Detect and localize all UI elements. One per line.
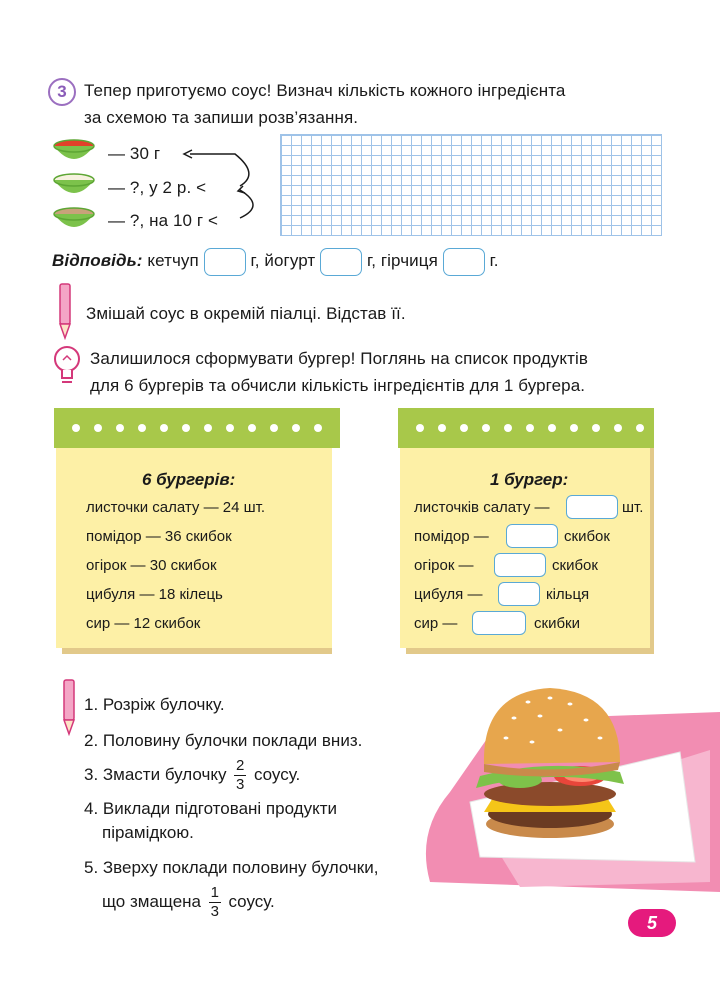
task3-text-line1: Тепер приготуємо соус! Визнач кількість кожного інгредієнта xyxy=(84,81,566,100)
note-right-item-unit: кільця xyxy=(546,586,590,603)
step-3-tail: соусу. xyxy=(253,764,301,784)
answer-onion-box[interactable] xyxy=(498,582,540,606)
notepad-6-burgers xyxy=(54,408,344,653)
step-5-text: що змащена xyxy=(102,891,202,911)
lightbulb-icon xyxy=(52,344,82,388)
scheme-mustard: — ?, на 10 г < xyxy=(108,211,219,230)
note-right-item-unit: скибки xyxy=(534,615,580,632)
note-right-item-unit: скибок xyxy=(564,528,610,545)
burger-illustration xyxy=(410,672,720,902)
fraction-numerator: 2 xyxy=(236,757,245,774)
step-2: 2. Половину булочки поклади вниз. xyxy=(84,731,363,750)
sauce-bowls-illustration xyxy=(50,136,100,236)
yogurt-bowl-icon xyxy=(54,174,94,193)
note-left-item: огірок — 30 скибок xyxy=(86,557,217,574)
pencil-icon xyxy=(54,282,76,340)
note-right-item-label: цибуля — xyxy=(414,586,483,603)
fraction-one-third xyxy=(209,885,221,920)
answer-cheese-box[interactable] xyxy=(472,611,526,635)
note-right-item-label: сир — xyxy=(414,615,458,632)
note-right-item-unit: шт. xyxy=(622,499,644,516)
answer-lettuce-box[interactable] xyxy=(566,495,618,519)
burger-task-line1: Залишилося сформувати бургер! Поглянь на список продуктів xyxy=(90,349,589,368)
note-right-title: 1 бургер: xyxy=(490,470,569,489)
solution-grid[interactable] xyxy=(280,134,662,236)
step-3-text: 3. Змасти булочку xyxy=(84,764,227,784)
burger-task-line2: для 6 бургерів та обчисли кількість інгредієнтів для 1 бургера. xyxy=(90,376,586,395)
answer-ketchup-label: кетчуп xyxy=(147,251,199,270)
scheme-arrows xyxy=(180,146,270,226)
answer-mustard-box[interactable] xyxy=(443,248,485,276)
step-1: 1. Розріж булочку. xyxy=(84,695,225,714)
step-4-line2: пірамідкою. xyxy=(102,823,194,842)
step-5-line1: 5. Зверху поклади половину булочки, xyxy=(84,858,379,877)
answer-mustard-label: г, гірчиця xyxy=(366,251,438,270)
answer-label: Відповідь: xyxy=(52,251,143,270)
notepad-1-burger xyxy=(398,408,658,653)
mix-sauce-note: Змішай соус в окремій піалці. Відстав її. xyxy=(86,304,406,323)
note-left-item: сир — 12 скибок xyxy=(86,615,201,632)
step-5-line2 xyxy=(102,885,275,920)
answer-end-label: г. xyxy=(489,251,499,270)
answer-line xyxy=(52,247,499,276)
ketchup-bowl-icon xyxy=(54,140,94,159)
answer-yogurt-box[interactable] xyxy=(320,248,362,276)
note-right-item-label: листочків салату — xyxy=(414,499,550,516)
step-3 xyxy=(84,758,300,793)
note-right-item-unit: скибок xyxy=(552,557,598,574)
fraction-numerator: 1 xyxy=(210,884,219,901)
note-left-item: помідор — 36 скибок xyxy=(86,528,232,545)
scheme-yogurt: — ?, у 2 р. < xyxy=(108,178,207,197)
note-right-item-label: помідор — xyxy=(414,528,489,545)
task3-text-line2: за схемою та запиши розв’язання. xyxy=(84,108,359,127)
scheme-ketchup: — 30 г xyxy=(108,144,161,163)
pencil-icon xyxy=(58,678,80,736)
answer-yogurt-label: г, йогурт xyxy=(250,251,316,270)
step-4-line1: 4. Виклади підготовані продукти xyxy=(84,799,337,818)
note-left-item: листочки салату — 24 шт. xyxy=(86,499,266,516)
mustard-bowl-icon xyxy=(54,208,94,227)
page-number-badge: 5 xyxy=(628,909,676,937)
fraction-two-thirds xyxy=(234,758,246,793)
answer-ketchup-box[interactable] xyxy=(204,248,246,276)
note-left-title: 6 бургерів: xyxy=(142,470,236,489)
note-right-item-label: огірок — xyxy=(414,557,474,574)
fraction-denominator: 3 xyxy=(210,903,219,920)
fraction-denominator: 3 xyxy=(236,776,245,793)
answer-tomato-box[interactable] xyxy=(506,524,558,548)
note-left-item: цибуля — 18 кілець xyxy=(86,586,223,603)
answer-cucumber-box[interactable] xyxy=(494,553,546,577)
task-number-badge: 3 xyxy=(48,78,76,106)
step-5-tail: соусу. xyxy=(228,891,275,911)
